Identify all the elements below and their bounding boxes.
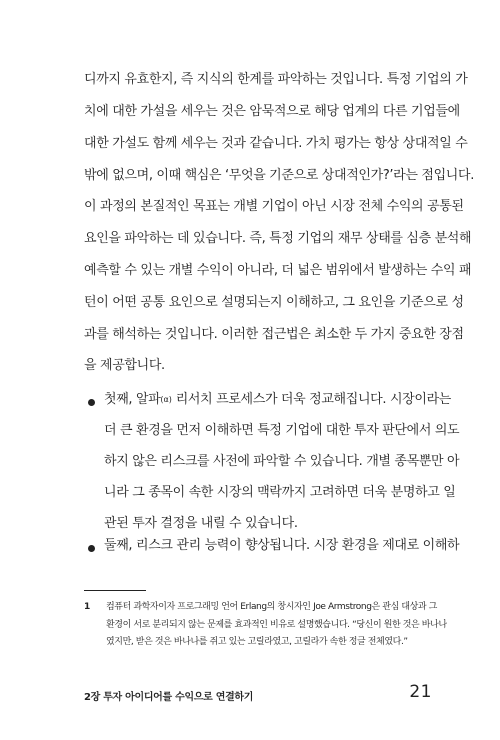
paragraph-line: 이 과정의 본질적인 목표는 개별 기업이 아닌 시장 전체 수익의 공통된 [84,199,464,214]
paragraph-line: 턴이 어떤 공통 요인으로 설명되는지 이해하고, 그 요인을 기준으로 성 [84,295,464,310]
paragraph-line: 디까지 유효한지, 즉 지식의 한계를 파악하는 것입니다. 특정 기업의 가 [84,72,468,87]
footnote-divider [84,590,146,591]
footnote-line: 환경이 서로 분리되지 않는 문제를 효과적인 비유로 설명했습니다. “당신이 원한 것은 바나나 [106,620,447,630]
bullet-text: 첫째, 알파 [104,392,161,407]
bullet-line: 하지 않은 리스크를 사전에 파악할 수 있습니다. 개별 종목뿐만 아 [104,454,460,469]
paragraph-line: 을 제공합니다. [84,358,165,373]
bullet-dot-icon [88,545,95,552]
bullet-line: 더 큰 환경을 먼저 이해하면 특정 기업에 대한 투자 판단에서 의도 [104,423,460,438]
paragraph-line: 밖에 없으며, 이때 핵심은 ‘무엇을 기준으로 상대적인가?’라는 점입니다. [84,168,474,183]
bullet-line: 니라 그 종목이 속한 시장의 맥락까지 고려하면 더욱 분명하고 일 [104,485,456,500]
bullet-line [104,390,451,410]
paragraph-line: 예측할 수 있는 개별 수익이 아니라, 더 넓은 범위에서 발생하는 수익 패 [84,263,472,278]
alpha-symbol: (α) [160,395,172,404]
page-number: 21 [409,682,432,702]
paragraph-line: 요인을 파악하는 데 있습니다. 즉, 특정 기업의 재무 상태를 심층 분석해 [84,231,472,246]
bullet-dot-icon [88,399,95,406]
bullet-line: 관된 투자 결정을 내릴 수 있습니다. [104,516,298,531]
bullet-line: 둘째, 리스크 관리 능력이 향상됩니다. 시장 환경을 제대로 이해하 [104,538,460,553]
paragraph-line: 대한 가설도 함께 세우는 것과 같습니다. 가치 평가는 항상 상대적일 수 [84,136,468,151]
paragraph-line: 과를 해석하는 것입니다. 이러한 접근법은 최소한 두 가지 중요한 장점 [84,327,464,342]
running-footer-chapter: 2장 투자 아이디어를 수익으로 연결하기 [84,692,254,703]
bullet-text: 리서치 프로세스가 더욱 정교해집니다. 시장이라는 [171,392,451,407]
footnote-line: 컴퓨터 과학자이자 프로그래밍 언어 Erlang의 창시자인 Joe Armstrong은 관심 대상과 그 [106,602,437,612]
paragraph-line: 치에 대한 가설을 세우는 것은 암묵적으로 해당 업계의 다른 기업들에 [84,104,460,119]
footnote-line: 였지만, 받은 것은 바나나를 쥐고 있는 고릴라였고, 고릴라가 속한 정글 전체였다.” [106,637,408,647]
footnote-number: 1 [84,602,91,612]
